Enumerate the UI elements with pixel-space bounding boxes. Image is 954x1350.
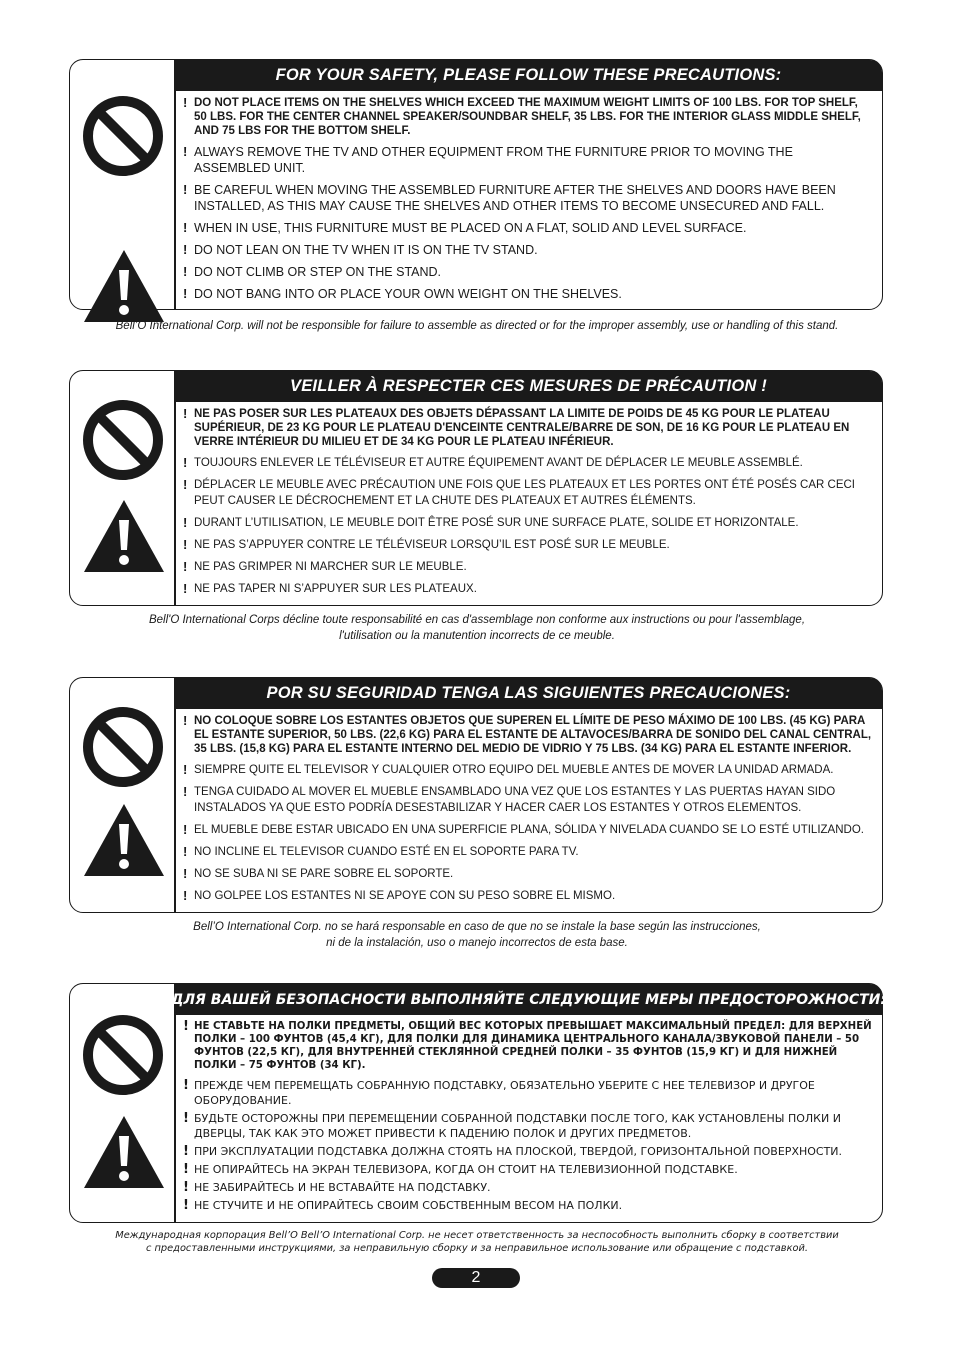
list-item: ! NO GOLPEE LOS ESTANTES NI SE APOYE CON SU PESO SOBRE EL MISMO. bbox=[183, 888, 616, 903]
list-item: ! ПРИ ЭКСПЛУАТАЦИИ ПОДСТАВКА ДОЛЖНА СТОЯТЬ НА ПЛОСКОЙ, ТВЕРДОЙ, ГОРИЗОНТАЛЬНОЙ ПОВЕРХНОСТИ. bbox=[183, 1144, 843, 1159]
panel-icons bbox=[70, 678, 174, 912]
list-item: ! NE PAS TAPER NI S’APPUYER SUR LES PLATEAUX. bbox=[183, 581, 477, 596]
disclaimer-fr: Bell'O International Corps décline toute responsabilité en cas d'assemblage non conforme aux instructions ou pour l'assemblage, l'utilisation ou la manutention incorrects de ce meuble. bbox=[148, 614, 806, 642]
list-item: ! NO INCLINE EL TELEVISOR CUANDO ESTÉ EN EL SOPORTE PARA TV. bbox=[183, 844, 579, 859]
list-item: ! DO NOT CLIMB OR STEP ON THE STAND. bbox=[183, 264, 442, 279]
list-item: ! БУДЬТЕ ОСТОРОЖНЫ ПРИ ПЕРЕМЕЩЕНИИ СОБРАННОЙ ПОДСТАВКИ ПОСЛЕ ТОГО, КАК УСТАНОВЛЕНЫ ПОЛКИ И ДВЕРЦЫ, ТАК КАК ЭТО МОЖЕТ ПРИВЕСТИ К ПАДЕНИЮ ПОЛОК И ДРУГИХ ПРЕДМЕТОВ. bbox=[183, 1111, 841, 1140]
list-item: ! DÉPLACER LE MEUBLE AVEC PRÉCAUTION UNE FOIS QUE LES PLATEAUX ET LES PORTES ONT ÉTÉ POSÉS CAR CECI PEUT CAUSER LE DÉCROCHEMENT ET LA CHUTE DES PLATEAUX ET AUTRES ÉLÉMENTS. bbox=[183, 477, 856, 507]
panel-icons bbox=[70, 371, 174, 605]
prohibition-icon bbox=[82, 399, 164, 481]
disclaimer-es: Bell’O International Corp. no se hará responsable en caso de que no se instale la base según las instrucciones, ni de la instalación, uso o manejo incorrectos de esta base. bbox=[193, 921, 761, 949]
list-item: ! НЕ СТАВЬТЕ НА ПОЛКИ ПРЕДМЕТЫ, ОБЩИЙ ВЕС КОТОРЫХ ПРЕВЫШАЕТ МАКСИМАЛЬНЫЙ ПРЕДЕЛ: ДЛЯ ВЕРХНЕЙ ПОЛКИ – 100 ФУНТОВ (45,4 КГ), ДЛЯ ПОЛКИ ДЛЯ ДИНАМИКА ЦЕНТРАЛЬНОГО КАНАЛА/ЗВУКОВОЙ ПАНЕЛИ – 50 ФУНТОВ (22,5 КГ), ДЛЯ ВНУТРЕННЕЙ СТЕКЛЯННОЙ СРЕДНЕЙ ПОЛКИ – 35 ФУНТОВ (15,9 КГ) И ДЛЯ НИЖНЕЙ ПОЛКИ – 75 ФУНТОВ (34 КГ). bbox=[183, 1019, 872, 1071]
list-item: ! NO SE SUBA NI SE PARE SOBRE EL SOPORTE. bbox=[183, 866, 454, 881]
list-item: ! NE PAS S’APPUYER CONTRE LE TÉLÉVISEUR LORSQU’IL EST POSÉ SUR LE MEUBLE. bbox=[183, 537, 670, 552]
list-item: ! DO NOT LEAN ON THE TV WHEN IT IS ON THE TV STAND. bbox=[183, 242, 538, 257]
list-item: ! DO NOT PLACE ITEMS ON THE SHELVES WHICH EXCEED THE MAXIMUM WEIGHT LIMITS OF 100 LBS. FOR TOP SHELF, 50 LBS. FOR THE CENTER CHANNEL SPEAKER/SOUNDBAR SHELF, 35 LBS. FOR THE INTERIOR GLASS MIDDLE SHELF, AND 75 LBS FOR THE BOTTOM SHELF. bbox=[183, 95, 861, 137]
precautions-panel-en bbox=[69, 59, 883, 310]
disclaimer-ru: Международная корпорация Bell’O Bell’O International Corp. не несет ответственность за неспособность выполнить сборку в соответствии с предоставленными инструкциями, за неправильную сборку и за неправильное использование или обращение с подставкой. bbox=[115, 1230, 839, 1254]
precautions-panel-ru bbox=[69, 983, 886, 1223]
warning-icon bbox=[82, 498, 166, 574]
panel-divider bbox=[174, 984, 176, 1222]
list-item: ! NO COLOQUE SOBRE LOS ESTANTES OBJETOS QUE SUPEREN EL LÍMITE DE PESO MÁXIMO DE 100 LBS. (45 KG) PARA EL ESTANTE SUPERIOR, 50 LBS. (22,6 KG) PARA EL ESTANTE DE ALTAVOCES/BARRA DE SONIDO DEL CANAL CENTRAL, 35 LBS. (15,8 KG) PARA EL ESTANTE INTERNO DEL MEDIO DE VIDRIO Y 75 LBS. (34 KG) PARA EL ESTANTE INFERIOR. bbox=[183, 713, 872, 755]
list-item: ! НЕ СТУЧИТЕ И НЕ ОПИРАЙТЕСЬ СВОИМ СОБСТВЕННЫМ ВЕСОМ НА ПОЛКИ. bbox=[183, 1198, 623, 1213]
list-item: ! TENGA CUIDADO AL MOVER EL MUEBLE ENSAMBLADO UNA VEZ QUE LOS ESTANTES Y LAS PUERTAS HAYAN SIDO INSTALADOS YA QUE ESTO PODRÍA DESESTABILIZAR Y HACER CAER LOS ESTANTES Y OTROS ELEMENTOS. bbox=[183, 784, 836, 814]
panel-divider bbox=[174, 60, 176, 309]
list-item: ! NE PAS GRIMPER NI MARCHER SUR LE MEUBLE. bbox=[183, 559, 467, 574]
panel-divider bbox=[174, 678, 176, 912]
list-item: ! ПРЕЖДЕ ЧЕМ ПЕРЕМЕЩАТЬ СОБРАННУЮ ПОДСТАВКУ, ОБЯЗАТЕЛЬНО УБЕРИТЕ С НЕЕ ТЕЛЕВИЗОР И ДРУГОЕ ОБОРУДОВАНИЕ. bbox=[183, 1078, 815, 1107]
precautions-list bbox=[185, 714, 872, 910]
panel-header-es: POR SU SEGURIDAD TENGA LAS SIGUIENTES PRECAUCIONES: bbox=[175, 678, 882, 709]
list-item: ! DO NOT BANG INTO OR PLACE YOUR OWN WEIGHT ON THE SHELVES. bbox=[183, 286, 622, 301]
precautions-list bbox=[185, 407, 872, 603]
precautions-list bbox=[185, 1020, 872, 1216]
panel-header-ru: ДЛЯ ВАШЕЙ БЕЗОПАСНОСТИ ВЫПОЛНЯЙТЕ СЛЕДУЮЩИЕ МЕРЫ ПРЕДОСТОРОЖНОСТИ: bbox=[175, 984, 882, 1015]
panel-divider bbox=[174, 371, 176, 605]
list-item: ! BE CAREFUL WHEN MOVING THE ASSEMBLED FURNITURE AFTER THE SHELVES AND DOORS HAVE BEEN INSTALLED, AS THIS MAY CAUSE THE SHELVES AND OTHER ITEMS TO BECOME UNSECURED AND FALL. bbox=[183, 182, 836, 213]
warning-icon bbox=[82, 802, 166, 878]
panel-icons bbox=[70, 60, 174, 309]
list-item: ! WHEN IN USE, THIS FURNITURE MUST BE PLACED ON A FLAT, SOLID AND LEVEL SURFACE. bbox=[183, 220, 747, 235]
precautions-panel-es bbox=[69, 677, 883, 913]
panel-header-en: FOR YOUR SAFETY, PLEASE FOLLOW THESE PRECAUTIONS: bbox=[175, 60, 882, 91]
prohibition-icon bbox=[82, 1014, 164, 1096]
list-item: ! NE PAS POSER SUR LES PLATEAUX DES OBJETS DÉPASSANT LA LIMITE DE POIDS DE 45 KG POUR LE PLATEAU SUPÉRIEUR, DE 23 KG POUR LE PLATEAU D'ENCEINTE CENTRALE/BARRE DE SON, DE 16 KG POUR LE PLATEAU EN VERRE INTÉRIEUR DU MILIEU ET DE 34 KG POUR LE PLATEAU INFÉRIEUR. bbox=[183, 406, 850, 448]
prohibition-icon bbox=[82, 95, 164, 177]
warning-icon bbox=[82, 248, 166, 324]
list-item: ! НЕ ЗАБИРАЙТЕСЬ И НЕ ВСТАВАЙТЕ НА ПОДСТАВКУ. bbox=[183, 1180, 491, 1195]
prohibition-icon bbox=[82, 706, 164, 788]
list-item: ! SIEMPRE QUITE EL TELEVISOR Y CUALQUIER OTRO EQUIPO DEL MUEBLE ANTES DE MOVER LA UNIDAD ARMADA. bbox=[183, 762, 834, 777]
panel-icons bbox=[70, 984, 174, 1222]
list-item: ! EL MUEBLE DEBE ESTAR UBICADO EN UNA SUPERFICIE PLANA, SÓLIDA Y NIVELADA CUANDO SE LO ESTÉ UTILIZANDO. bbox=[183, 822, 864, 837]
list-item: ! TOUJOURS ENLEVER LE TÉLÉVISEUR ET AUTRE ÉQUIPEMENT AVANT DE DÉPLACER LE MEUBLE ASSEMBLÉ. bbox=[183, 455, 803, 470]
precautions-panel-fr bbox=[69, 370, 883, 606]
list-item: ! ALWAYS REMOVE THE TV AND OTHER EQUIPMENT FROM THE FURNITURE PRIOR TO MOVING THE ASSEMBLED UNIT. bbox=[183, 144, 793, 175]
list-item: ! НЕ ОПИРАЙТЕСЬ НА ЭКРАН ТЕЛЕВИЗОРА, КОГДА ОН СТОИТ НА ТЕЛЕВИЗИОННОЙ ПОДСТАВКЕ. bbox=[183, 1162, 738, 1177]
panel-header-fr: VEILLER À RESPECTER CES MESURES DE PRÉCAUTION ! bbox=[175, 371, 882, 402]
list-item: ! DURANT L’UTILISATION, LE MEUBLE DOIT ÊTRE POSÉ SUR UNE SURFACE PLATE, SOLIDE ET HORIZONTALE. bbox=[183, 515, 799, 530]
disclaimer-en: Bell’O International Corp. will not be responsible for failure to assemble as directed or for the improper assembly, use or handling of this stand. bbox=[115, 320, 839, 332]
warning-icon bbox=[82, 1114, 166, 1190]
precautions-list bbox=[185, 96, 872, 308]
page-number: 2 bbox=[432, 1268, 520, 1288]
